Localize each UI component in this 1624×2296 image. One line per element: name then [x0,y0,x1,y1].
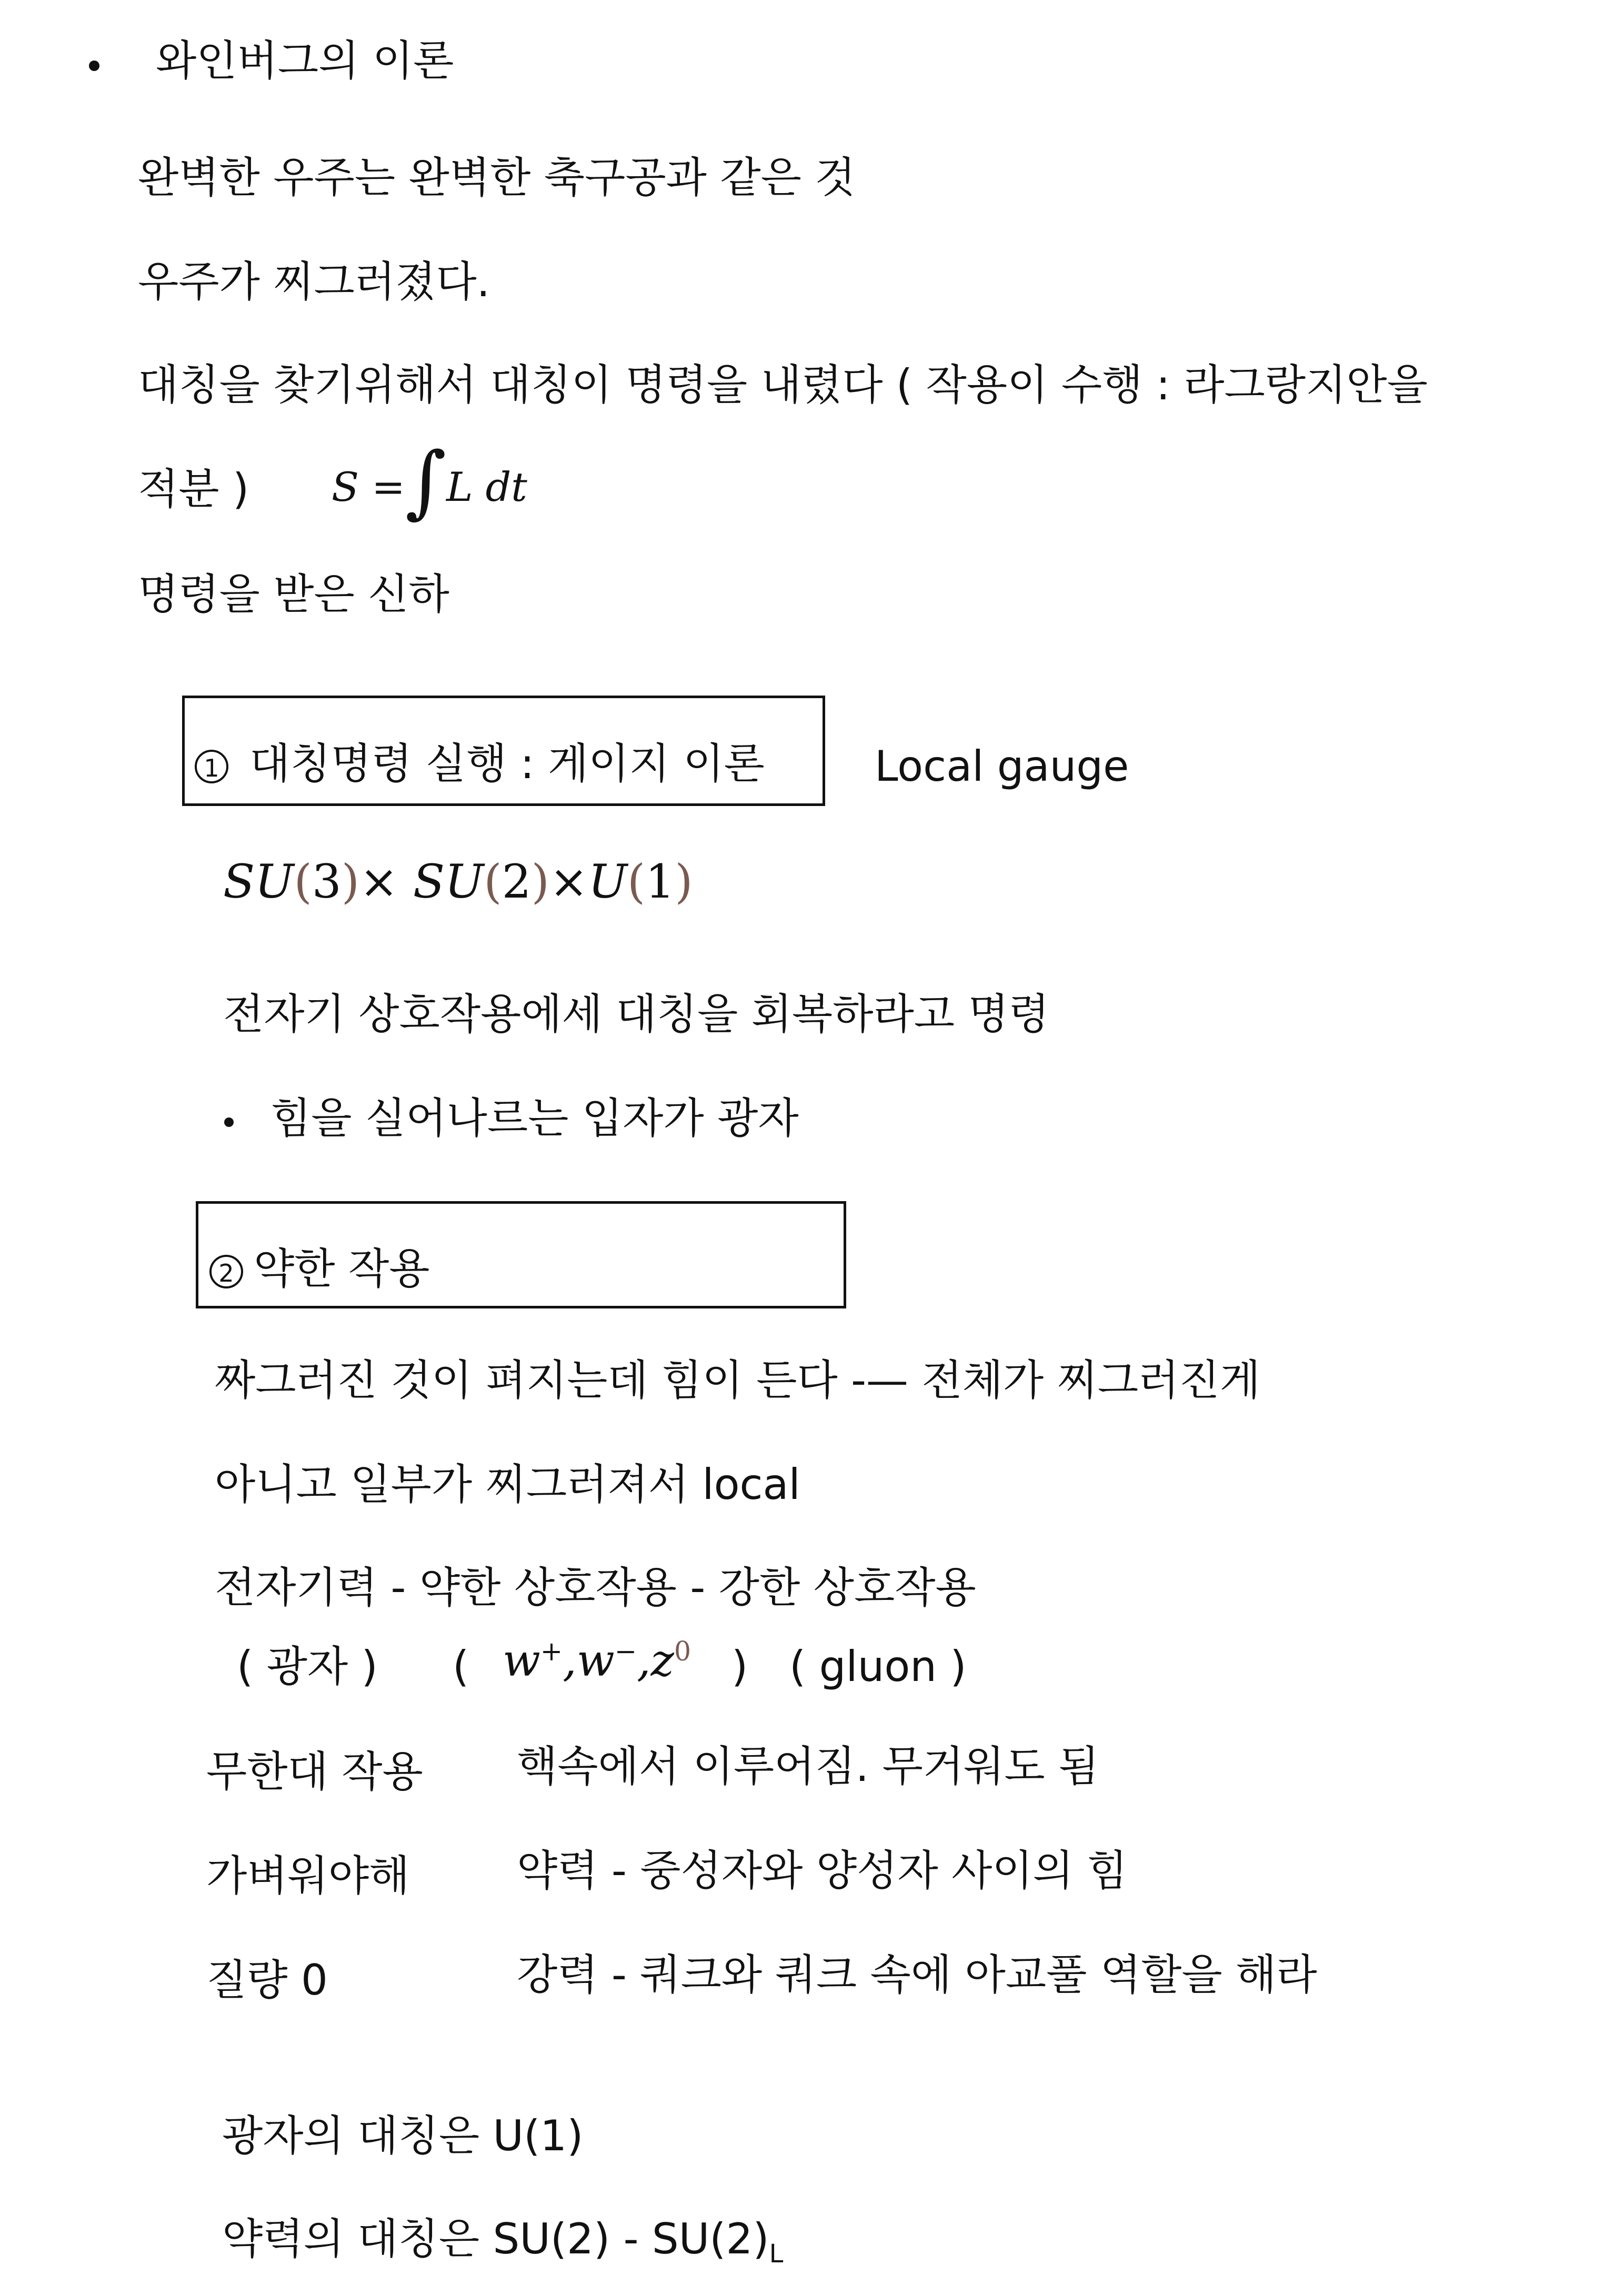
circle-number-1-icon: 1 [195,750,228,783]
formula-body: L dt [446,464,527,510]
box2-label [209,1244,430,1293]
line-straighten: 짜그러진 것이 펴지는데 힘이 든다 -— 전체가 찌그러진게 [215,1356,1261,1405]
line-em-command: 전자기 상호작용에세 대칭을 회복하라고 명령 [223,990,1050,1039]
formula-lhs: S = [332,464,405,510]
line-receiving-command: 명령을 받은 신하 [138,570,449,619]
row3-left: 질량 0 [206,1956,328,2005]
weak-symmetry-text: 약력의 대칭은 SU(2) - SU(2) [222,2214,769,2263]
circle-number-2-icon: 2 [209,1255,243,1288]
box1-text: 대칭명령 실행 : 게이지 이론 [249,739,765,788]
list-bullet [224,1117,234,1127]
bullet-photon: 힘을 실어나르는 입자가 광자 [270,1094,799,1143]
carrier-w-close: ) [731,1642,748,1691]
line-universe-distorted: 우주가 찌그러졌다. [138,257,490,306]
line-perfect-universe: 완벽한 우주는 완벽한 축구공과 같은 것 [138,153,856,202]
carrier-w-bosons: $w^+,w^-,z^0$ [503,1635,691,1686]
formula-integral-sign: ∫ [405,436,447,527]
heading-bullet [89,61,99,71]
row2-right: 약력 - 중성자와 양성자 사이의 힘 [517,1846,1128,1895]
line-integral: 적분 ) [138,465,249,513]
row2-left: 가벼워야해 [206,1851,410,1900]
line-forces: 전자기력 - 약한 상호작용 - 강한 상호작용 [215,1563,976,1612]
line-local: 아니고 일부가 찌그러져서 local [215,1460,800,1509]
carrier-photon: ( 광자 ) [237,1642,378,1691]
heading: 와인버그의 이론 [156,36,454,85]
box1-label [195,739,765,788]
carrier-w-open: ( [453,1642,469,1691]
gauge-group-formula: SU(3)× SU(2)×U(1) [223,854,693,909]
box2-text: 약한 작용 [254,1244,430,1293]
photon-symmetry: 광자의 대칭은 U(1) [222,2111,584,2160]
row1-right: 핵속에서 이루어짐. 무거워도 됨 [517,1742,1099,1791]
line-symmetry-command: 대칭을 찾기위해서 대칭이 명령을 내렸다 ( 작용이 수행 : 라그랑지안을 [138,360,1428,409]
weak-symmetry-subscript: L [769,2239,784,2269]
local-gauge-label: Local gauge [875,742,1129,791]
weak-symmetry [222,2214,784,2269]
row3-right: 강력 - 쿼크와 쿼크 속에 아교풀 역할을 해라 [517,1950,1317,1999]
row1-left: 무한대 작용 [206,1747,423,1796]
carrier-gluon: ( gluon ) [789,1642,967,1691]
